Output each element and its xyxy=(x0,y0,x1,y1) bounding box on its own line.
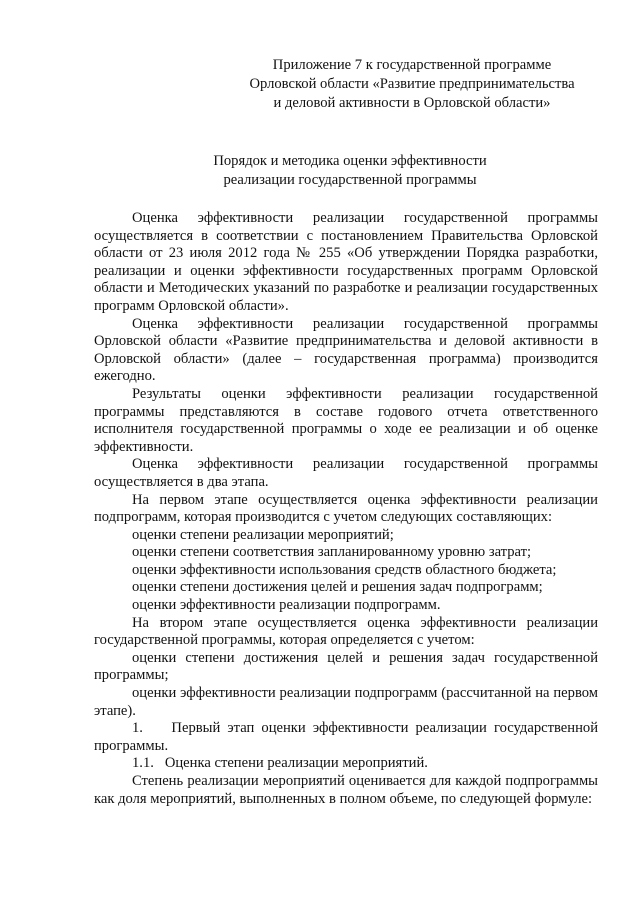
title-line-2: реализации государственной программы xyxy=(223,172,477,188)
appendix-line-2: Орловской области «Развитие предпринимательства xyxy=(249,76,575,92)
paragraph: Результаты оценки эффективности реализации государственной программы представляются в составе годового отчета ответственного исполнителя государственной программы о ходе ее реализации и об оценке эффективности. xyxy=(94,385,598,455)
list-item: оценки эффективности реализации подпрограмм. xyxy=(132,597,441,614)
paragraph: Оценка эффективности реализации государственной программы осуществляется в два этапа. xyxy=(94,456,598,490)
paragraph: Степень реализации мероприятий оценивается для каждой подпрограммы как доля мероприятий, выполненных в полном объеме, по следующей формуле: xyxy=(94,773,598,807)
list-item: оценки эффективности реализации подпрограмм (рассчитанной на первом этапе). xyxy=(94,685,598,719)
paragraph: На первом этапе осуществляется оценка эффективности реализации подпрограмм, которая производится с учетом следующих составляющих: xyxy=(94,491,598,526)
list-item: оценки степени соответствия запланированному уровню затрат; xyxy=(132,544,532,561)
document-body xyxy=(94,210,602,808)
list-item: оценки степени достижения целей и решения задач подпрограмм; xyxy=(132,579,543,596)
document-title xyxy=(90,152,610,190)
list-item: оценки эффективности использования средств областного бюджета; xyxy=(132,561,557,578)
list-item: оценки степени реализации мероприятий; xyxy=(132,526,394,543)
list-item: оценки степени достижения целей и решения задач государственной программы; xyxy=(94,649,598,684)
appendix-header xyxy=(240,56,584,113)
subsection-heading: 1.1. Оценка степени реализации мероприятий. xyxy=(132,755,428,772)
appendix-line-1: Приложение 7 к государственной программе xyxy=(272,57,552,73)
paragraph: Оценка эффективности реализации государственной программы осуществляется в соответствии с постановлением Правительства Орловской области от 23 июля 2012 года № 255 «Об утверждении Порядка разработки, реализации и оценки эффективности государственных программ Орловской области и Методических указаний по разработке и реализации государственных программ Орловской области». xyxy=(94,210,598,314)
section-heading: 1. Первый этап оценки эффективности реализации государственной программы. xyxy=(94,720,602,754)
paragraph: Оценка эффективности реализации государственной программы Орловской области «Развитие предпринимательства и деловой активности в Орловской области» (далее – государственная программа) производится ежегодно. xyxy=(94,315,598,385)
title-line-1: Порядок и методика оценки эффективности xyxy=(213,153,487,169)
appendix-line-3: и деловой активности в Орловской области» xyxy=(273,95,551,111)
paragraph: На втором этапе осуществляется оценка эффективности реализации государственной программы, которая определяется с учетом: xyxy=(94,614,598,649)
